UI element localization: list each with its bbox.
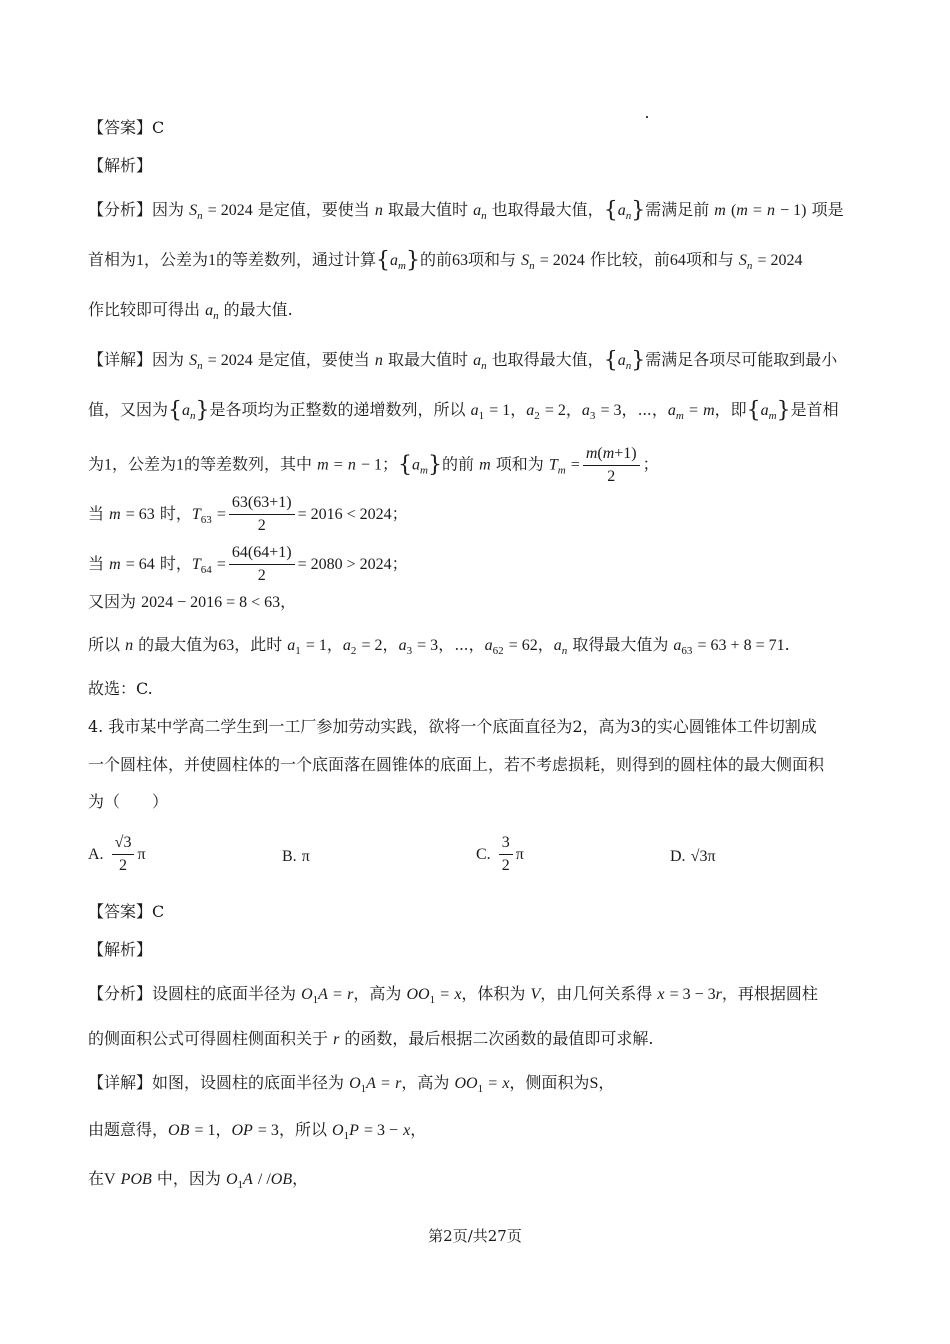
option-a: A. $\frac{√3}{2}$ π xyxy=(88,834,146,874)
q3-xiangjie-line-7: 所以 n 的最大值为63，此时 $a_1 = 1$，$a_2 = 2$，$a_3 = 3$，⋯，$a_{62} = 62$，$a_n$ 取得最大值为 $a_{63} = 63 + 8 = 71$. xyxy=(88,635,790,658)
q3-xiangjie-line-6: 又因为 2024 − 2016 = 8 < 63， xyxy=(88,592,297,611)
q4-stem-line-3: 为（ ） xyxy=(88,792,169,811)
q3-conclusion: 故选：C. xyxy=(88,679,153,698)
q3-fenxi-line-2: 首相为1，公差为1的等差数列，通过计算$\{a_m\}$的前63项和与 $S_n = 2024$ 作比较，前64项和与 $S_n = 2024$ xyxy=(88,248,803,273)
q4-fenxi-line-2: 的侧面积公式可得圆柱侧面积关于 r 的函数，最后根据二次函数的最值即可求解. xyxy=(88,1029,654,1048)
q4-xiangjie-line-1: 【详解】如图，设圆柱的底面半径为 $O_1A = r$，高为 $OO_1 = x$，侧面积为S， xyxy=(88,1073,615,1096)
q3-fenxi-line-3: 作比较即可得出 $a_n$ 的最大值. xyxy=(88,300,293,323)
q4-xiangjie-line-2: 由题意得，OB = 1，OP = 3，所以 $O_1P = 3 - x$， xyxy=(88,1120,427,1143)
option-c: C. $\frac{3}{2}$ π xyxy=(476,834,524,874)
q4-jiexi: 【解析】 xyxy=(88,940,153,959)
q4-answer: 【答案】C xyxy=(88,902,165,921)
q3-xiangjie-line-1: 【详解】因为 $S_n = 2024$ 是定值，要使当 n 取最大值时 $a_n$ 也取得最大值，$\{a_n\}$需满足各项尽可能取到最小 xyxy=(88,348,838,373)
q4-stem-line-2: 一个圆柱体，并使圆柱体的一个底面落在圆锥体的底面上，若不考虑损耗，则得到的圆柱体的最大侧面积 xyxy=(88,755,825,774)
q4-stem-line-1: 4. 我市某中学高二学生到一工厂参加劳动实践，欲将一个底面直径为2，高为3的实心圆锥体工件切割成 xyxy=(88,717,817,736)
q3-xiangjie-line-5: 当 m = 64 时，$T_{64}$ = $\frac{64(64+1)}{2}$ = 2080 > 2024； xyxy=(88,544,408,584)
q3-xiangjie-line-3: 为1，公差为1的等差数列，其中 m = n − 1；$\{a_m\}$的前 m 项和为 $T_m$ = $\frac{m(m+1)}{2}$ ； xyxy=(88,442,659,488)
option-b: B. π xyxy=(282,848,310,865)
page-footer: 第2页/共27页 xyxy=(428,1227,522,1245)
q4-fenxi-line-1: 【分析】设圆柱的底面半径为 $O_1A = r$，高为 $OO_1 = x$，体积为 V，由几何关系得 x = 3 − 3r，再根据圆柱 xyxy=(88,984,818,1007)
option-d: D. √3π xyxy=(670,848,716,865)
q3-answer: 【答案】C xyxy=(88,118,165,137)
stray-dot xyxy=(646,116,648,118)
q3-fenxi-line-1: 【分析】因为 $S_n = 2024$ 是定值，要使当 n 取最大值时 $a_n$ 也取得最大值，$\{a_n\}$需满足前 m (m = n − 1) 项是 xyxy=(88,198,844,223)
q3-jiexi: 【解析】 xyxy=(88,156,153,175)
q3-xiangjie-line-4: 当 m = 63 时，$T_{63}$ = $\frac{63(63+1)}{2}$ = 2016 < 2024； xyxy=(88,494,408,534)
q4-xiangjie-line-3: 在V POB 中，因为 $O_1A / /OB$， xyxy=(88,1169,309,1192)
q3-xiangjie-line-2: 值，又因为$\{a_n\}$是各项均为正整数的递增数列，所以 $a_1 = 1$，$a_2 = 2$，$a_3 = 3$，⋯，$a_m = m$，即$\{a_m\}$是首相 xyxy=(88,398,839,423)
